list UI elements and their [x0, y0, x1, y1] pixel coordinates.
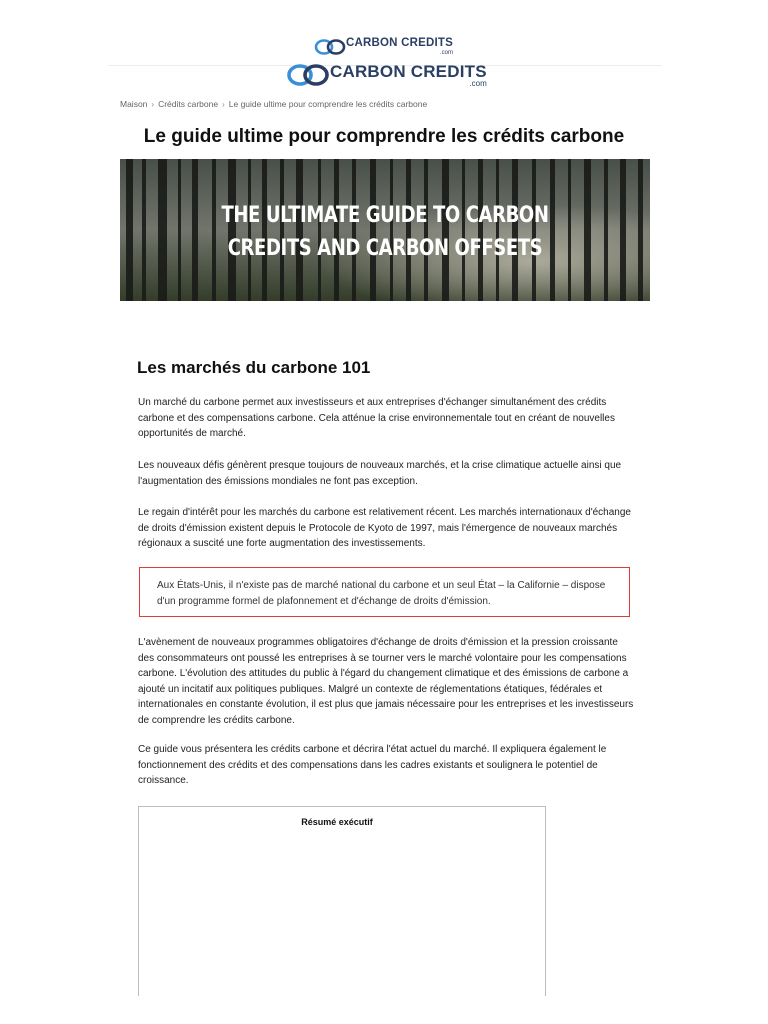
breadcrumb-current: Le guide ultime pour comprendre les crédits carbone	[228, 99, 428, 109]
executive-summary-title: Résumé exécutif	[301, 817, 373, 827]
paragraph: Ce guide vous présentera les crédits carbone et décrira l'état actuel du marché. Il expliquera également le fonctionnement des crédits et des compensations dans les cadres existants et soulignera le potentiel de croissance.	[138, 744, 607, 786]
paragraph: Le regain d'intérêt pour les marchés du carbone est relativement récent. Les marchés internationaux d'échange de droits d'émission existent depuis le Protocole de Kyoto de 1997, mais l'émergence de nouveaux marchés régionaux a suscité une forte augmentation des investissements.	[138, 507, 631, 549]
logo-brand-text: CARBON CREDITS	[330, 61, 487, 81]
site-logo-small[interactable]	[314, 38, 453, 56]
logo-tld-text: .com	[469, 78, 487, 88]
hero-image	[120, 159, 650, 301]
hero-headline-line2: CREDITS AND CARBON OFFSETS	[227, 236, 543, 261]
chevron-right-icon: ›	[151, 99, 155, 109]
logo-brand-text: CARBON CREDITS	[346, 37, 453, 50]
breadcrumb	[120, 99, 427, 109]
paragraph: Un marché du carbone permet aux investisseurs et aux entreprises d'échanger simultanément des crédits carbone et des compensations carbone. Cela atténue la crise environnementale tout en créant de nouvelles opportunités de marché.	[138, 397, 615, 439]
chevron-right-icon: ›	[222, 99, 225, 109]
page-title: Le guide ultime pour comprendre les crédits carbone	[143, 126, 625, 147]
site-logo[interactable]	[286, 62, 487, 88]
callout-box	[139, 567, 630, 617]
carbon-credits-logo-icon	[286, 62, 330, 88]
paragraph: L'avènement de nouveaux programmes obligatoires d'échange de droits d'émission et la pression croissante des consommateurs ont poussé les entreprises à se tourner vers le marché volontaire pour les compensations carbone. L'évolution des attitudes du public à l'égard du changement climatique et des émissions de carbone a ajouté un incitatif aux politiques publiques. Malgré un contexte de réglementations étatiques, fédérales et internationales en constante évolution, il est plus que jamais nécessaire pour les entreprises et les investisseurs de comprendre les crédits carbone.	[138, 637, 634, 726]
paragraph: Les nouveaux défis génèrent presque toujours de nouveaux marchés, et la crise climatique actuelle ainsi que l'augmentation des émissions mondiales ne font pas exception.	[138, 460, 622, 487]
logo-tld-text: .com	[439, 49, 453, 56]
section-title: Les marchés du carbone 101	[137, 358, 371, 377]
callout-text: Aux États-Unis, il n'existe pas de marché national du carbone et un seul État – la Californie – dispose d'un programme formel de plafonnement et d'échange de droits d'émission.	[157, 580, 606, 607]
hero-headline-line1: THE ULTIMATE GUIDE TO CARBON	[221, 203, 549, 228]
executive-summary-box	[138, 806, 546, 996]
hero-headline	[168, 199, 603, 265]
carbon-credits-logo-icon	[314, 38, 346, 56]
breadcrumb-home-link[interactable]: Maison	[120, 99, 148, 109]
breadcrumb-category-link[interactable]: Crédits carbone	[158, 99, 219, 109]
